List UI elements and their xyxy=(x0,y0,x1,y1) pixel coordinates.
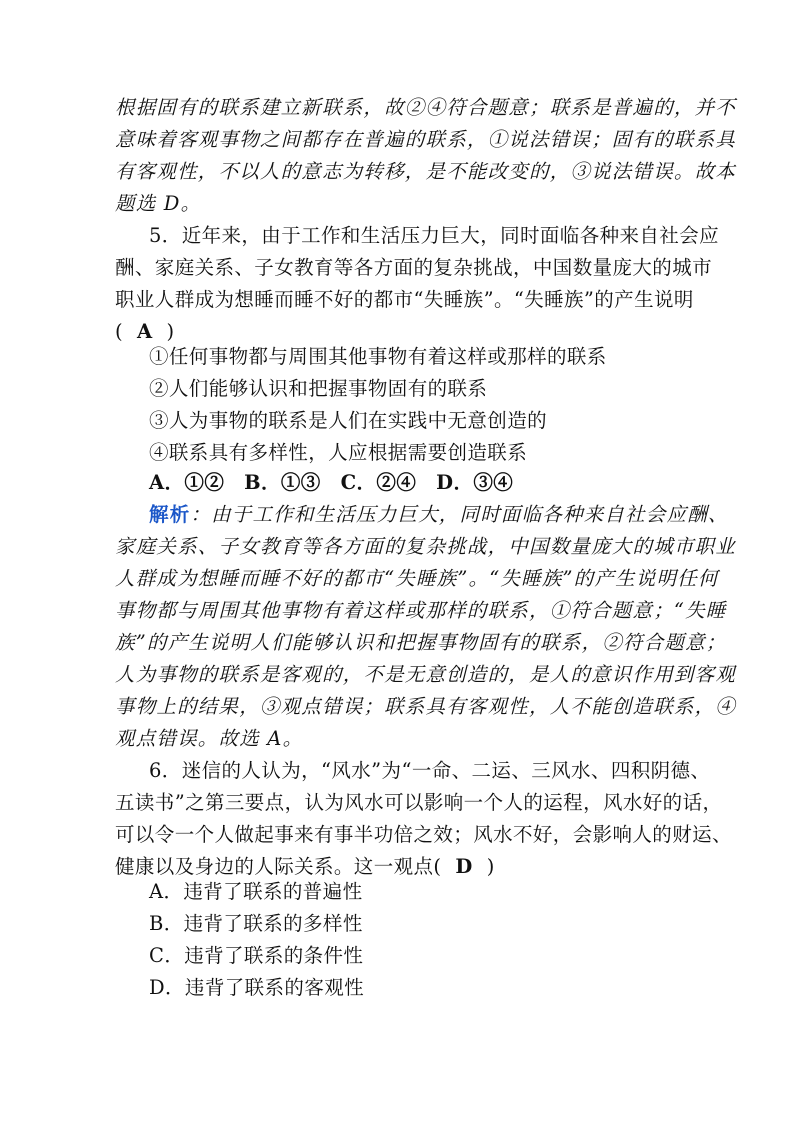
q6-stem-line: 6．迷信的人认为，“风水”为“一命、二运、三风水、四积阴德、 xyxy=(149,759,711,782)
q5-statement: ③人为事物的联系是人们在实践中无意创造的 xyxy=(149,409,548,432)
q5-analysis-line: 事物上的结果，③观点错误；联系具有客观性，人不能创造联系，④ xyxy=(115,695,737,718)
q6-option-a: A．违背了联系的普遍性 xyxy=(149,880,363,903)
prev-explanation-line: 有客观性，不以人的意志为转移，是不能改变的，③说法错误。故本 xyxy=(115,160,737,183)
q5-analysis-line: 观点错误。故选 A。 xyxy=(115,727,304,750)
q6-stem-line: 五读书”之第三要点，认为风水可以影响一个人的运程，风水好的话， xyxy=(115,791,723,814)
bracket-close: ) xyxy=(486,855,495,878)
q5-statement: ②人们能够认识和把握事物固有的联系 xyxy=(149,377,488,400)
q5-analysis-line: 族”的产生说明人们能够认识和把握事物固有的联系，②符合题意； xyxy=(115,631,727,654)
q5-stem-line: 职业人群成为想睡而睡不好的都市“失睡族”。“失睡族”的产生说明 xyxy=(115,288,694,311)
q6-stem-line: 可以令一个人做起事来有事半功倍之效；风水不好，会影响人的财运、 xyxy=(115,823,732,846)
q5-statement: ①任何事物都与周围其他事物有着这样或那样的联系 xyxy=(149,345,607,368)
prev-explanation-line: 根据固有的联系建立新联系，故②④符合题意；联系是普遍的，并不 xyxy=(115,96,737,119)
q5-analysis-line: 人群成为想睡而睡不好的都市“失睡族”。“失睡族”的产生说明任何 xyxy=(115,567,719,590)
q6-answer: D xyxy=(455,855,473,878)
q5-statement: ④联系具有多样性，人应根据需要创造联系 xyxy=(149,441,528,464)
q6-option-c: C．违背了联系的条件性 xyxy=(149,944,364,967)
q5-analysis-line: 家庭关系、子女教育等各方面的复杂挑战，中国数量庞大的城市职业 xyxy=(115,535,737,558)
q5-stem-line: 5．近年来，由于工作和生活压力巨大，同时面临各种来自社会应 xyxy=(149,224,720,247)
q5-analysis-first-line xyxy=(149,499,729,531)
q6-option-b: B．违背了联系的多样性 xyxy=(149,912,363,935)
q6-option-d: D．违背了联系的客观性 xyxy=(149,976,365,999)
q6-stem-text: 健康以及身边的人际关系。这一观点 xyxy=(115,855,434,878)
bracket-open: ( xyxy=(433,855,442,878)
analysis-label: 解析 xyxy=(149,503,191,526)
bracket-open: ( xyxy=(115,320,124,343)
q5-stem-line: 酬、家庭关系、子女教育等各方面的复杂挑战，中国数量庞大的城市 xyxy=(115,256,713,279)
bracket-close: ) xyxy=(166,320,175,343)
q5-analysis-line: 事物都与周围其他事物有着这样或那样的联系，①符合题意；“失睡 xyxy=(115,599,727,622)
q5-analysis-line: 人为事物的联系是客观的，不是无意创造的，是人的意识作用到客观 xyxy=(115,663,737,686)
prev-explanation-line: 意味着客观事物之间都存在普遍的联系，①说法错误；固有的联系具 xyxy=(115,128,737,151)
q5-choices: A．①② B．①③ C．②④ D．③④ xyxy=(149,471,514,494)
q5-answer: A xyxy=(137,320,153,343)
analysis-text: ：由于工作和生活压力巨大，同时面临各种来自社会应酬、 xyxy=(190,503,729,526)
prev-explanation-line: 题选 D。 xyxy=(115,192,202,215)
